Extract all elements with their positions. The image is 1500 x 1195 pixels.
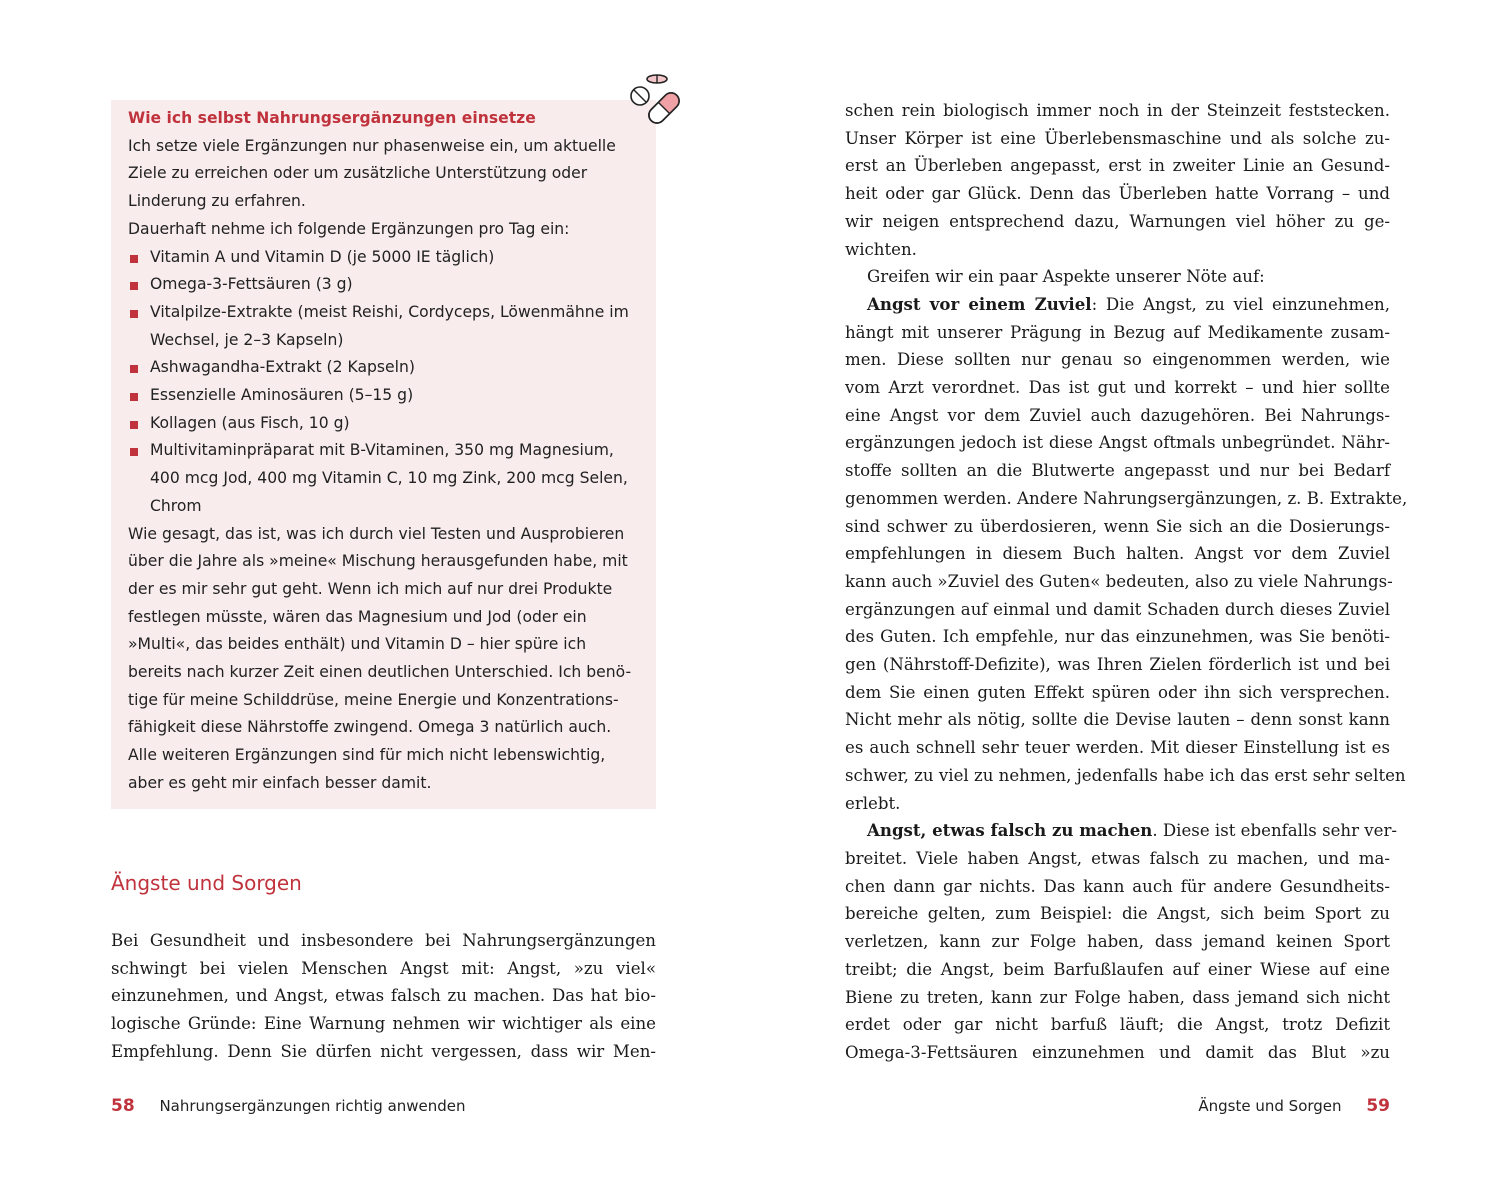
running-title: Ängste und Sorgen xyxy=(1198,1097,1342,1115)
list-item-text: Vitalpilze-Extrakte (meist Reishi, Cordyceps, Löwenmähne im xyxy=(150,302,629,321)
body-line: hängt mit unserer Prägung in Bezug auf Medikamente zusam- xyxy=(845,322,1390,342)
list-item-text: Chrom xyxy=(150,496,202,515)
body-line: bereiche gelten, zum Beispiel: die Angst, sich beim Sport zu xyxy=(845,904,1390,924)
body-line: Nicht mehr als nötig, sollte die Devise lauten – denn sonst kann xyxy=(845,710,1390,730)
body-line: men. Diese sollten nur genau so eingenommen werden, wie xyxy=(845,350,1390,370)
body-line: chen dann gar nichts. Das kann auch für andere Gesundheits- xyxy=(845,876,1390,896)
info-box-line: über die Jahre als »meine« Mischung herausgefunden habe, mit xyxy=(128,552,628,571)
info-box-line: bereits nach kurzer Zeit einen deutlichen Unterschied. Ich benö- xyxy=(128,663,632,682)
info-box-title: Wie ich selbst Nahrungsergänzungen einsetze xyxy=(128,109,536,127)
info-box-intro xyxy=(128,133,640,244)
body-line: verletzen, kann zur Folge haben, dass jemand keinen Sport xyxy=(845,932,1390,952)
body-line: Omega-3-Fettsäuren einzunehmen und damit das Blut »zu xyxy=(845,1042,1390,1062)
bullet-square-icon xyxy=(130,255,138,263)
list-item xyxy=(128,382,640,410)
body-line: erlebt. xyxy=(845,793,901,813)
page-number: 58 xyxy=(111,1096,135,1116)
body-line xyxy=(845,817,1398,845)
list-item-text: Wechsel, je 2–3 Kapseln) xyxy=(150,330,344,349)
bold-lead: Angst, etwas falsch zu machen xyxy=(867,820,1153,841)
running-title: Nahrungsergänzungen richtig anwenden xyxy=(159,1097,466,1115)
info-box-line: Dauerhaft nehme ich folgende Ergänzungen pro Tag ein: xyxy=(128,219,570,238)
body-line: dem Sie einen guten Effekt spüren oder ihn sich versprechen. xyxy=(845,682,1390,702)
body-line: schwingt bei vielen Menschen Angst mit: Angst, »zu viel« xyxy=(111,958,656,978)
body-line-rest: . Diese ist ebenfalls sehr ver- xyxy=(1152,821,1398,841)
body-line: kann auch »Zuviel des Guten« bedeuten, also zu viele Nahrungs- xyxy=(845,571,1393,591)
body-line: es auch schnell sehr teuer werden. Mit dieser Einstellung ist es xyxy=(845,738,1390,758)
list-item xyxy=(128,271,640,299)
body-line: des Guten. Ich empfehle, nur das einzunehmen, was Sie benöti- xyxy=(845,627,1390,647)
pills-icon xyxy=(629,72,687,130)
info-box-line: festlegen müsste, wären das Magnesium und Jod (oder ein xyxy=(128,607,587,626)
list-item xyxy=(128,354,640,382)
body-line: vom Arzt verordnet. Das ist gut und korrekt – und hier sollte xyxy=(845,378,1390,398)
page-footer xyxy=(111,1096,466,1116)
section-heading: Ängste und Sorgen xyxy=(111,871,302,895)
info-box-line: Ziele zu erreichen oder um zusätzliche Unterstützung oder xyxy=(128,164,588,183)
info-box-line: »Multi«, das beides enthält) und Vitamin D – hier spüre ich xyxy=(128,635,587,654)
body-line: schwer, zu viel zu nehmen, jedenfalls habe ich das erst sehr selten xyxy=(845,765,1406,785)
list-item xyxy=(128,299,640,354)
list-item xyxy=(128,410,640,438)
body-line: einzunehmen, und Angst, etwas falsch zu machen. Das hat bio- xyxy=(111,986,656,1006)
body-line: wichten. xyxy=(845,239,917,259)
bullet-square-icon xyxy=(130,393,138,401)
body-line: Greifen wir ein paar Aspekte unserer Nöte auf: xyxy=(867,267,1265,287)
body-line: breitet. Viele haben Angst, etwas falsch zu machen, und ma- xyxy=(845,848,1390,868)
info-box-line: tige für meine Schilddrüse, meine Energie und Konzentrations- xyxy=(128,690,619,709)
list-item-text: Kollagen (aus Fisch, 10 g) xyxy=(150,413,350,432)
body-line: ergänzungen auf einmal und damit Schaden durch dieses Zuviel xyxy=(845,599,1390,619)
body-line: Biene zu treten, kann zur Folge haben, dass jemand sich nicht xyxy=(845,987,1390,1007)
body-text xyxy=(111,927,656,1066)
body-line: Empfehlung. Denn Sie dürfen nicht vergessen, dass wir Men- xyxy=(111,1041,656,1061)
bullet-square-icon xyxy=(130,421,138,429)
body-line: empfehlungen in diesem Buch halten. Angst vor dem Zuviel xyxy=(845,544,1390,564)
body-line: treibt; die Angst, beim Barfußlaufen auf einer Wiese auf eine xyxy=(845,959,1390,979)
body-line: gen (Nährstoff-Defizite), was Ihren Zielen förderlich ist und bei xyxy=(845,655,1390,675)
list-item-text: Omega-3-Fettsäuren (3 g) xyxy=(150,275,353,294)
info-box-line: fähigkeit diese Nährstoffe zwingend. Omega 3 natürlich auch. xyxy=(128,718,612,737)
info-box-line: Wie gesagt, das ist, was ich durch viel Testen und Ausprobieren xyxy=(128,524,625,543)
list-item-text: Ashwagandha-Extrakt (2 Kapseln) xyxy=(150,358,415,377)
body-line: genommen werden. Andere Nahrungsergänzungen, z. B. Extrakte, xyxy=(845,488,1408,508)
body-line: heit oder gar Glück. Denn das Überleben hatte Vorrang – und xyxy=(845,184,1390,204)
supplement-list xyxy=(128,244,640,521)
info-box-line: Linderung zu erfahren. xyxy=(128,192,306,211)
body-line: Unser Körper ist eine Überlebensmaschine und als solche zu- xyxy=(845,128,1390,148)
list-item xyxy=(128,244,640,272)
bullet-square-icon xyxy=(130,365,138,373)
body-line: schen rein biologisch immer noch in der Steinzeit feststecken. xyxy=(845,101,1390,120)
body-line: Bei Gesundheit und insbesondere bei Nahrungsergänzungen xyxy=(111,931,656,950)
info-box-line: Alle weiteren Ergänzungen sind für mich nicht lebenswichtig, xyxy=(128,746,606,765)
body-text xyxy=(845,97,1408,1067)
right-page xyxy=(750,0,1500,1195)
page-number: 59 xyxy=(1366,1096,1390,1116)
page-footer xyxy=(1198,1096,1390,1116)
body-line: erst an Überleben angepasst, erst in zweiter Linie an Gesund- xyxy=(845,156,1390,176)
bullet-square-icon xyxy=(130,448,138,456)
list-item-text: Essenzielle Aminosäuren (5–15 g) xyxy=(150,386,414,405)
list-item-text: 400 mcg Jod, 400 mg Vitamin C, 10 mg Zink, 200 mcg Selen, xyxy=(150,469,628,488)
list-item-text: Multivitaminpräparat mit B-Vitaminen, 350 mg Magnesium, xyxy=(150,441,614,460)
body-line: ergänzungen jedoch ist diese Angst oftmals unbegründet. Nähr- xyxy=(845,433,1390,453)
body-line: logische Gründe: Eine Warnung nehmen wir wichtiger als eine xyxy=(111,1014,656,1034)
bold-lead: Angst vor einem Zuviel xyxy=(867,293,1092,314)
list-item-text: Vitamin A und Vitamin D (je 5000 IE täglich) xyxy=(150,247,495,266)
info-box-line: Ich setze viele Ergänzungen nur phasenweise ein, um aktuelle xyxy=(128,136,616,155)
body-line: sind schwer zu überdosieren, wenn Sie sich an die Dosierungs- xyxy=(845,516,1390,536)
info-box xyxy=(111,100,656,809)
bullet-square-icon xyxy=(130,282,138,290)
body-line: erdet oder gar nicht barfuß läuft; die Angst, trotz Defizit xyxy=(845,1015,1390,1035)
bullet-square-icon xyxy=(130,310,138,318)
info-box-line: der es mir sehr gut geht. Wenn ich mich auf nur drei Produkte xyxy=(128,579,613,598)
info-box-line: aber es geht mir einfach besser damit. xyxy=(128,773,432,792)
body-line: eine Angst vor dem Zuviel auch dazugehören. Bei Nahrungs- xyxy=(845,405,1390,425)
body-line xyxy=(845,291,1390,319)
info-box-outro xyxy=(128,521,640,798)
body-line: wir neigen entsprechend dazu, Warnungen viel höher zu ge- xyxy=(845,211,1390,231)
list-item xyxy=(128,437,640,520)
body-line-rest: : Die Angst, zu viel einzunehmen, xyxy=(1091,294,1391,314)
body-line: stoffe sollten an die Blutwerte angepasst und nur bei Bedarf xyxy=(845,461,1390,481)
